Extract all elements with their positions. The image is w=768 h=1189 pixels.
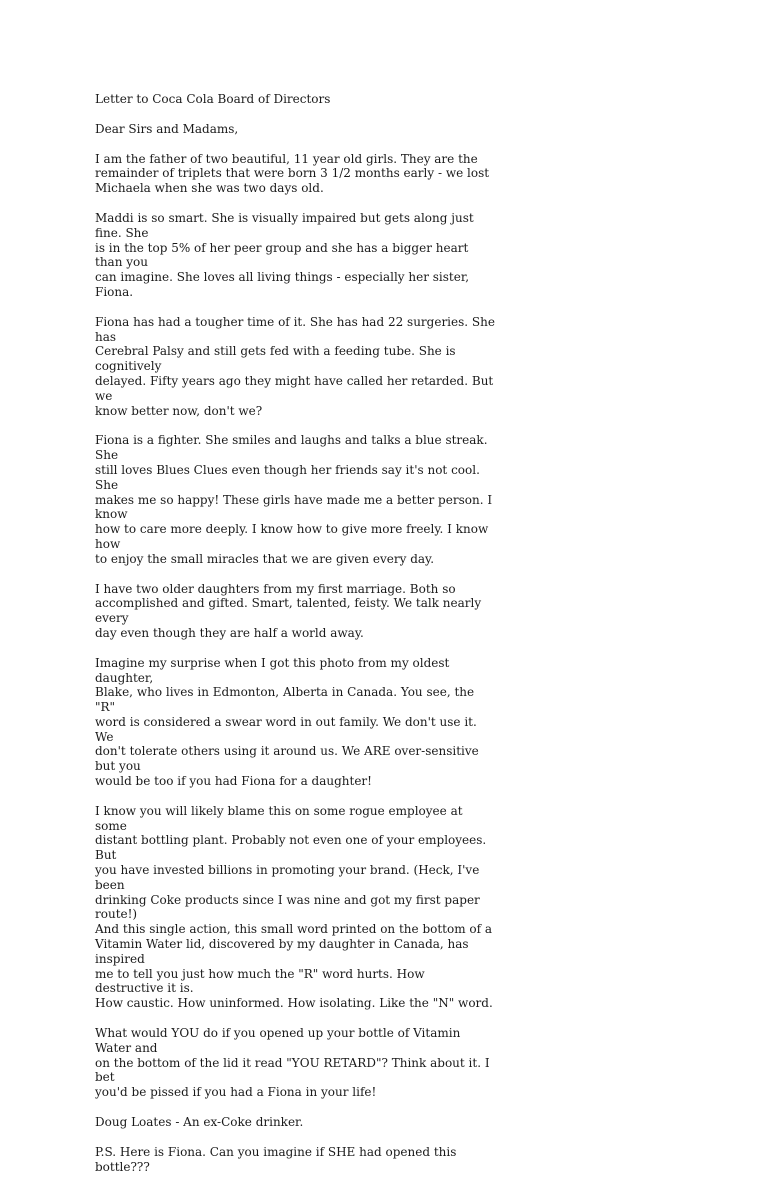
paragraph-what-would-you-do: What would YOU do if you opened up your bottle of Vitamin Water and on the bottom of the lid it read "YOU RETARD"? Think about it. I bet you'd be pissed if you had a Fiona in your life! (95, 1026, 490, 1100)
postscript: P.S. Here is Fiona. Can you imagine if SHE had opened this bottle??? (95, 1144, 457, 1174)
paragraph-older-daughters: I have two older daughters from my first marriage. Both so accomplished and gifted. Smart, talented, feisty. We talk nearly every day even though they are half a world away. (95, 581, 482, 640)
paragraph-maddi: Maddi is so smart. She is visually impaired but gets along just fine. She is in the top 5% of her peer group and she has a bigger heart than you can imagine. She loves all living things - especially her sister, Fiona. (95, 210, 474, 299)
signature: Doug Loates - An ex-Coke drinker. (95, 1115, 304, 1130)
letter-body (95, 92, 495, 1189)
paragraph-fiona-surgeries: Fiona has had a tougher time of it. She has had 22 surgeries. She has Cerebral Palsy and still gets fed with a feeding tube. She is cognitively delayed. Fifty years ago they might have called her retarded. But we know better now, don't we? (95, 314, 495, 418)
paragraph-triplets: I am the father of two beautiful, 11 year old girls. They are the remainder of triplets that were born 3 1/2 months early - we lost Michaela when she was two days old. (95, 151, 490, 196)
paragraph-blame: I know you will likely blame this on some rogue employee at some distant bottling plant. Probably not even one of your employees. But you have invested billions in promoting your brand. (Heck, I've been drinking Coke products since I was nine and got my first paper route!) And this single action, this small word printed on the bottom of a Vitamin Water lid, discovered by my daughter in Canada, has inspired me to tell you just how much the "R" word hurts. How destructive it is. How caustic. How uninformed. How isolating. Like the "N" word. (95, 803, 493, 1011)
salutation: Dear Sirs and Madams, (95, 121, 239, 136)
paragraph-fiona-fighter: Fiona is a fighter. She smiles and laughs and talks a blue streak. She still loves Blues Clues even though her friends say it's not cool. She makes me so happy! These girls have made me a better person. I know how to care more deeply. I know how to give more freely. I know how to enjoy the small miracles that we are given every day. (95, 433, 493, 566)
paragraph-surprise-photo: Imagine my surprise when I got this photo from my oldest daughter, Blake, who lives in Edmonton, Alberta in Canada. You see, the "R" word is considered a swear word in out family. We don't use it. We don't tolerate others using it around us. We ARE over-sensitive but you would be too if you had Fiona for a daughter! (95, 655, 479, 789)
letter-heading: Letter to Coca Cola Board of Directors (95, 92, 331, 106)
